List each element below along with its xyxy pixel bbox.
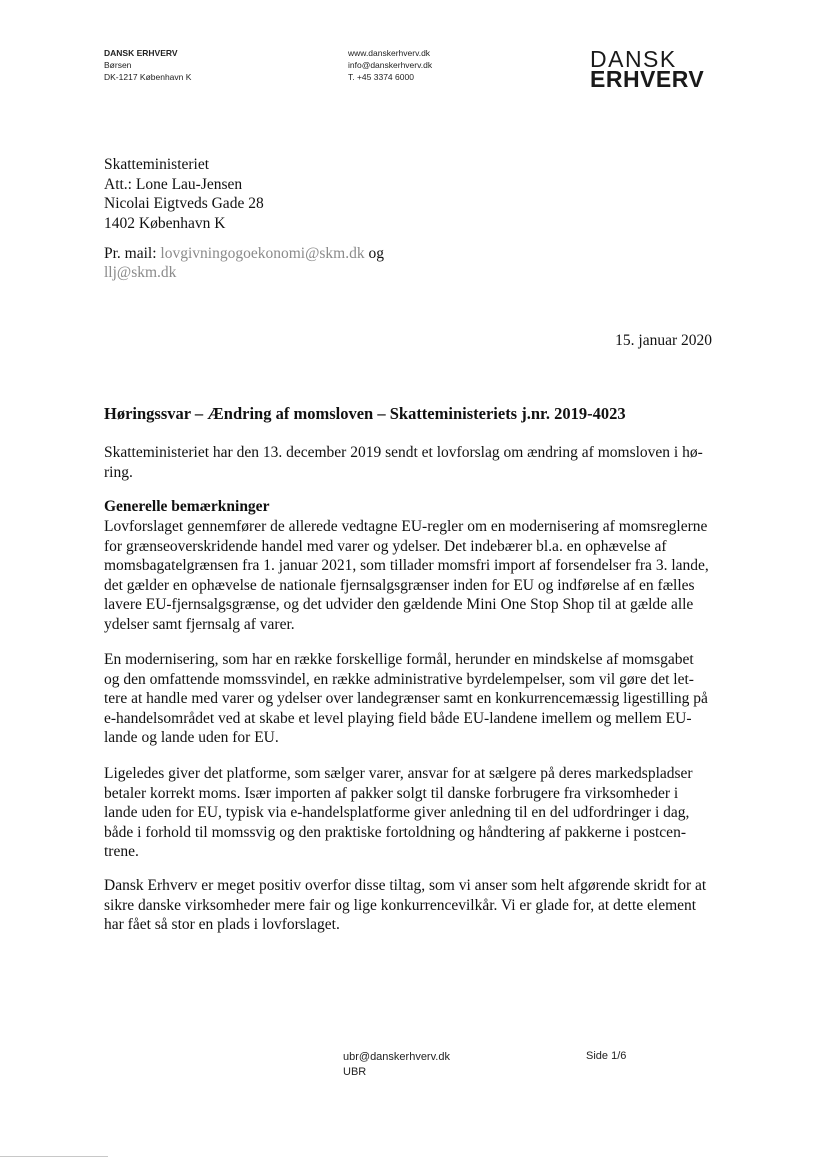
body-paragraph-2: En modernisering, som har en række forskellige formål, herunder en mindskelse af momsgabet og den omfattende momssvindel, en række administrative byrdelempelser, som vil gøre det let-tere at handle med varer og ydelser over landegrænser samt en konkurrencemæssig ligestilling på e-handelsområdet ved at skabe et level playing field både EU-landene imellem og mellem EU-lande og lande uden for EU. [104, 651, 708, 746]
footer-email-link[interactable]: ubr@danskerhverv.dk [343, 1051, 450, 1063]
recipient-email-1-link[interactable]: lovgivningogoekonomi@skm.dk [160, 245, 365, 262]
page-number: Side 1/6 [586, 1050, 627, 1062]
recipient-address [104, 155, 264, 233]
company-logo [590, 46, 705, 92]
letter-date: 15. januar 2020 [615, 332, 712, 349]
intro-paragraph: Skatteministeriet har den 13. december 2019 sendt et lovforslag om ændring af momsloven i hø-ring. [104, 444, 703, 481]
body-paragraph-4: Dansk Erhverv er meget positiv overfor disse tiltag, som vi anser som helt afgørende skridt for at sikre danske virksomheder mere fair og lige konkurrencevilkår. Vi er glade for, at dette element har fået så stor en plads i lovforslaget. [104, 877, 707, 933]
email-recipients [104, 244, 434, 282]
body-paragraph-1: Lovforslaget gennemfører de allerede vedtagne EU-regler om en modernisering af momsreglerne for grænseoverskridende handel med varer og ydelser. Det indebærer bl.a. en ophævelse af momsbagatelgrænsen fra 1. januar 2021, som tillader momsfri import af forsendelser fra 3. lande, det gælder en ophævelse de nationale fjernsalgsgrænser inden for EU og indførelse af en fælles lavere EU-fjernsalgsgrænse, og det udvider den gældende Mini One Stop Shop til at gælde alle ydelser samt fjernsalg af varer. [104, 518, 709, 633]
footer-contact [343, 1050, 450, 1080]
footer-initials: UBR [343, 1066, 367, 1078]
address-line-2: DK-1217 København K [104, 72, 192, 82]
scan-edge-divider [0, 1156, 108, 1157]
letterhead-contact [348, 47, 432, 83]
letterhead-address [104, 47, 191, 83]
recipient-line-3: Nicolai Eigtveds Gade 28 [104, 195, 264, 212]
website-link[interactable]: www.danskerhverv.dk [348, 48, 431, 58]
body-paragraph-3: Ligeledes giver det platforme, som sælger varer, ansvar for at sælgere på deres markedspladser betaler korrekt moms. Især importen af pakker solgt til danske forbrugere fra virksomheder i lande uden for EU, typisk via e-handelsplatforme giver anledning til en del udfordringer i dag, både i forhold til momssvig og den praktiske fortoldning og håndtering af pakkerne i postcen-trene. [104, 765, 693, 860]
logo-line-1: DANSK [590, 46, 677, 72]
email-connector: og [364, 245, 384, 262]
contact-email-link[interactable]: info@danskerhverv.dk [348, 60, 433, 70]
org-name: DANSK ERHVERV [104, 48, 178, 58]
recipient-line-2: Att.: Lone Lau-Jensen [104, 175, 243, 193]
recipient-line-1: Skatteministeriet [104, 156, 210, 173]
address-line-1: Børsen [104, 60, 132, 70]
recipient-line-4: 1402 København K [104, 214, 226, 232]
logo-line-2: ERHVERV [590, 66, 705, 92]
section-heading: Generelle bemærkninger [104, 498, 270, 515]
recipient-email-2-link[interactable]: llj@skm.dk [104, 264, 177, 281]
contact-phone: T. +45 3374 6000 [348, 72, 414, 82]
email-prefix: Pr. mail: [104, 245, 161, 262]
document-title: Høringssvar – Ændring af momsloven – Skatteministeriets j.nr. 2019-4023 [104, 404, 626, 423]
